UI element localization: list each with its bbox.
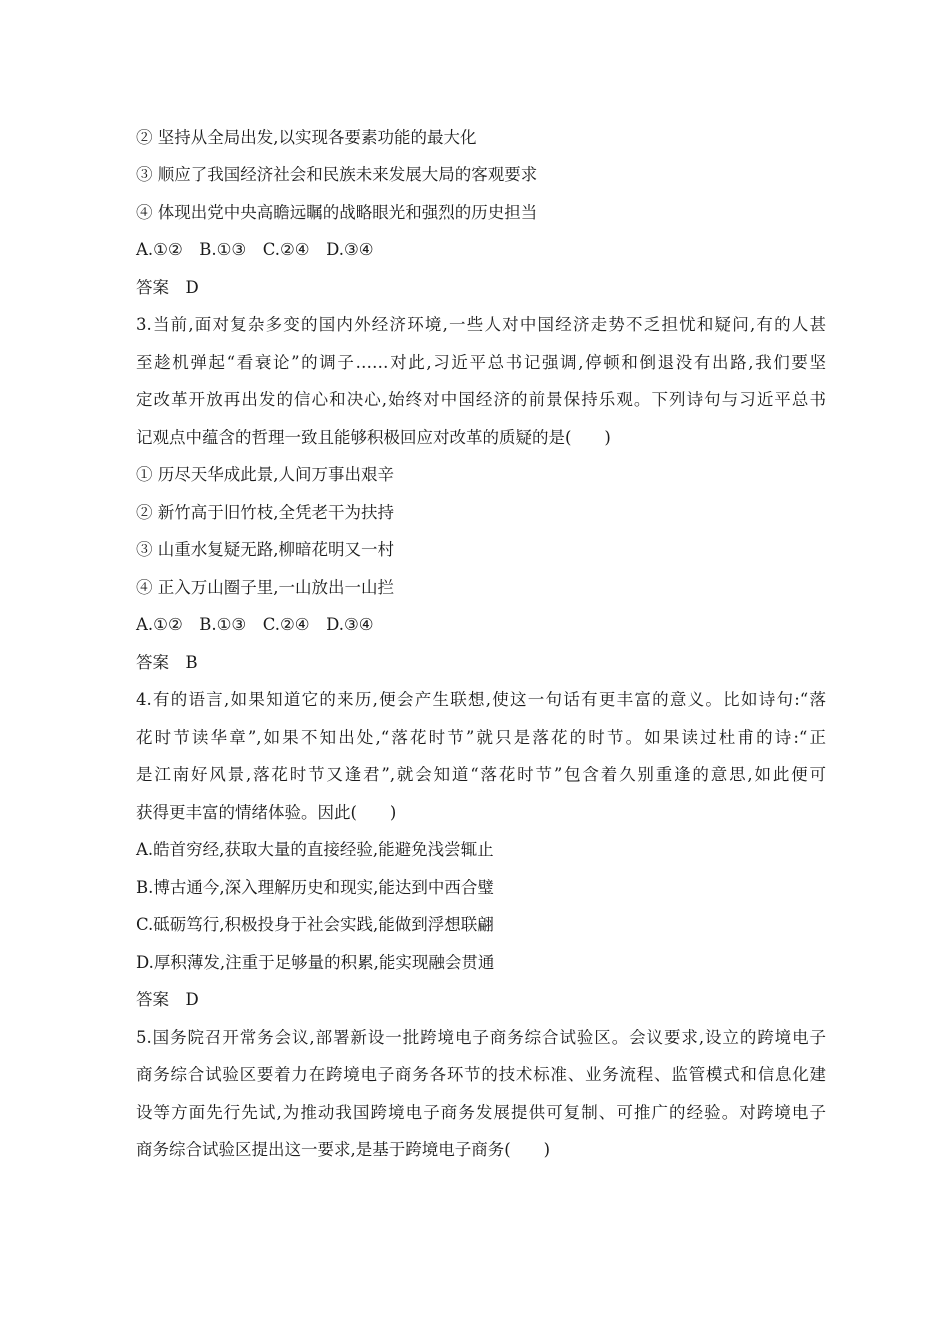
- q3-option-2: ② 新竹高于旧竹枝,全凭老干为扶持: [136, 503, 394, 522]
- q4-option-a: A.皓首穷经,获取大量的直接经验,能避免浅尝辄止: [136, 840, 494, 859]
- q3-option-3: ③ 山重水复疑无路,柳暗花明又一村: [136, 540, 394, 559]
- q4-stem-line-3: 是江南好风景,落花时节又逢君”,就会知道“落花时节”包含着久别重逢的意思,如此便可: [136, 765, 826, 784]
- q2-choices: A.①② B.①③ C.②④ D.③④: [136, 240, 374, 259]
- q2-option-2: ② 坚持从全局出发,以实现各要素功能的最大化: [136, 128, 477, 147]
- q4-option-c: C.砥砺笃行,积极投身于社会实践,能做到浮想联翩: [136, 915, 494, 934]
- q4-stem-line-2: 花时节读华章”,如果不知出处,“落花时节”就只是落花的时节。如果读过杜甫的诗:“正: [136, 728, 826, 747]
- q3-choices: A.①② B.①③ C.②④ D.③④: [136, 615, 374, 634]
- q4-option-d: D.厚积薄发,注重于足够量的积累,能实现融会贯通: [136, 953, 495, 972]
- q3-stem-line-2: 至趁机弹起“看衰论”的调子……对此,习近平总书记强调,停顿和倒退没有出路,我们要坚: [136, 353, 826, 372]
- q2-option-4: ④ 体现出党中央高瞻远瞩的战略眼光和强烈的历史担当: [136, 203, 538, 222]
- q4-option-b: B.博古通今,深入理解历史和现实,能达到中西合璧: [136, 878, 494, 897]
- q5-stem-line-3: 设等方面先行先试,为推动我国跨境电子商务发展提供可复制、可推广的经验。对跨境电子: [136, 1103, 826, 1122]
- q3-stem-line-1: 3.当前,面对复杂多变的国内外经济环境,一些人对中国经济走势不乏担忧和疑问,有的人甚: [136, 315, 826, 334]
- q2-option-3: ③ 顺应了我国经济社会和民族未来发展大局的客观要求: [136, 165, 538, 184]
- q5-stem-line-1: 5.国务院召开常务会议,部署新设一批跨境电子商务综合试验区。会议要求,设立的跨境电子: [136, 1028, 826, 1047]
- q3-answer: 答案 B: [136, 653, 198, 672]
- q3-option-4: ④ 正入万山圈子里,一山放出一山拦: [136, 578, 394, 597]
- q4-stem-line-4: 获得更丰富的情绪体验。因此( ): [136, 803, 397, 822]
- q3-stem-line-4: 记观点中蕴含的哲理一致且能够积极回应对改革的质疑的是( ): [136, 428, 611, 447]
- q3-option-1: ① 历尽天华成此景,人间万事出艰辛: [136, 465, 394, 484]
- q5-stem-line-4: 商务综合试验区提出这一要求,是基于跨境电子商务( ): [136, 1140, 551, 1159]
- q3-stem-line-3: 定改革开放再出发的信心和决心,始终对中国经济的前景保持乐观。下列诗句与习近平总书: [136, 390, 826, 409]
- q2-answer: 答案 D: [136, 278, 199, 297]
- q4-stem-line-1: 4.有的语言,如果知道它的来历,便会产生联想,使这一句话有更丰富的意义。比如诗句:“落: [136, 690, 826, 709]
- q5-stem-line-2: 商务综合试验区要着力在跨境电子商务各环节的技术标准、业务流程、监管模式和信息化建: [136, 1065, 826, 1084]
- q4-answer: 答案 D: [136, 990, 199, 1009]
